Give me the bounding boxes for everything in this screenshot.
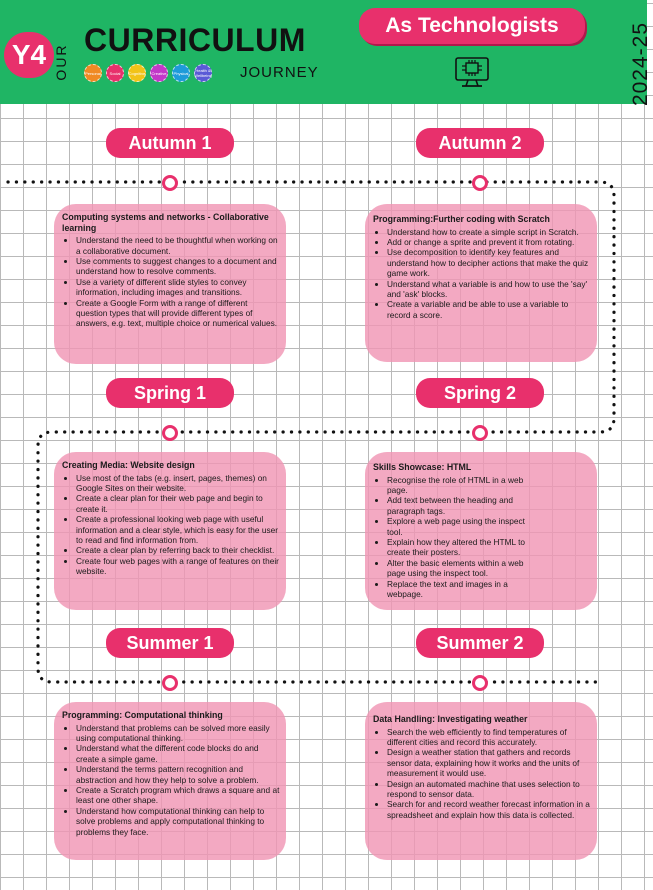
card-points: [373, 475, 591, 600]
list-item: • Create a Google Form with a range of different question types that will provide different types of answers, e.g. text, multiple choice or numerical values.: [76, 298, 280, 329]
school-year: 2024-25: [629, 21, 652, 107]
card-points: [62, 723, 280, 837]
spring-2-card: [365, 452, 597, 610]
term-spring-1: Spring 1: [106, 378, 234, 408]
spring-2-node: [472, 425, 488, 441]
list-item: • Create a clear plan for their web page and begin to create it.: [76, 493, 280, 514]
list-item: • Understand what a variable is and how to use the 'say' and 'ask' blocks.: [387, 279, 591, 300]
curriculum-title: CURRICULUM: [84, 22, 306, 58]
badge-physical: Physical: [172, 64, 190, 82]
autumn-1-card: [54, 204, 286, 364]
header-banner: [0, 0, 652, 107]
list-item: • Use decomposition to identify key features and understand how to decipher actions that make the quiz game work.: [387, 247, 591, 278]
card-title: Computing systems and networks - Collaborative learning: [62, 212, 269, 233]
badge-health-wellbeing: Health & Wellbeing: [194, 64, 212, 82]
term-summer-2: Summer 2: [416, 628, 544, 658]
summer-1-node: [162, 675, 178, 691]
year-group-badge: Y4: [4, 32, 54, 78]
badge-creative: Creative: [150, 64, 168, 82]
autumn-2-node: [472, 175, 488, 191]
badge-cognitive: Cognitive: [128, 64, 146, 82]
list-item: • Understand that problems can be solved more easily using computational thinking.: [76, 723, 280, 744]
list-item: • Search for and record weather forecast information in a spreadsheet and explain how this data is collected.: [387, 799, 591, 820]
list-item: • Add or change a sprite and prevent it from rotating.: [387, 237, 591, 247]
card-points: [62, 235, 280, 329]
card-points: [373, 227, 591, 321]
spring-1-card: [54, 452, 286, 610]
autumn-2-card: [365, 204, 597, 362]
list-item: • Create a Scratch program which draws a square and at least one other shape.: [76, 785, 280, 806]
term-spring-2: Spring 2: [416, 378, 544, 408]
card-points: [62, 473, 280, 577]
list-item: • Explore a web page using the inspect tool.: [387, 516, 531, 537]
list-item: • Understand the need to be thoughtful when working on a collaborative document.: [76, 235, 280, 256]
list-item: • Recognise the role of HTML in a web page.: [387, 475, 531, 496]
term-autumn-2: Autumn 2: [416, 128, 544, 158]
list-item: • Create a professional looking web page with useful information and a clear style, which is easy for the user to read and find information from.: [76, 514, 280, 545]
list-item: • Understand how to create a simple script in Scratch.: [387, 227, 591, 237]
list-item: • Add text between the heading and paragraph tags.: [387, 495, 531, 516]
list-item: • Alter the basic elements within a web page using the inspect tool.: [387, 558, 531, 579]
subject-title: As Technologists: [359, 8, 585, 44]
list-item: • Understand the terms pattern recognition and abstraction and how they help to solve a problem.: [76, 764, 280, 785]
journey-label: JOURNEY: [240, 64, 319, 81]
our-label: OUR: [53, 43, 69, 81]
summer-2-node: [472, 675, 488, 691]
card-title: Skills Showcase: HTML: [373, 462, 472, 472]
autumn-1-node: [162, 175, 178, 191]
term-autumn-1: Autumn 1: [106, 128, 234, 158]
list-item: • Search the web efficiently to find temperatures of different cities and record this accurately.: [387, 727, 591, 748]
list-item: • Design a weather station that gathers and records sensor data, explaining how it works and the units of measurement it would use.: [387, 747, 591, 778]
card-title: Creating Media: Website design: [62, 460, 195, 470]
list-item: • Use comments to suggest changes to a document and understand how to resolve comments.: [76, 256, 280, 277]
badge-personal: Personal: [84, 64, 102, 82]
list-item: • Use most of the tabs (e.g. insert, pages, themes) on Google Sites on their website.: [76, 473, 280, 494]
card-title: Data Handling: Investigating weather: [373, 714, 528, 724]
term-summer-1: Summer 1: [106, 628, 234, 658]
card-title: Programming: Computational thinking: [62, 710, 223, 720]
list-item: • Create a variable and be able to use a variable to record a score.: [387, 299, 591, 320]
list-item: • Create four web pages with a range of features on their website.: [76, 556, 280, 577]
spring-1-node: [162, 425, 178, 441]
list-item: • Create a clear plan by referring back to their checklist.: [76, 545, 280, 555]
computer-chip-icon: [452, 54, 492, 94]
list-item: • Design an automated machine that uses selection to respond to sensor data.: [387, 779, 591, 800]
list-item: • Understand how computational thinking can help to solve problems and apply computational thinking to problems they face.: [76, 806, 280, 837]
list-item: • Understand what the different code blocks do and create a simple game.: [76, 743, 280, 764]
badge-social: Social: [106, 64, 124, 82]
card-title: Programming:Further coding with Scratch: [373, 214, 550, 224]
development-badges: [84, 64, 212, 82]
card-points: [373, 727, 591, 821]
list-item: • Replace the text and images in a webpage.: [387, 579, 531, 600]
summer-2-card: [365, 702, 597, 860]
summer-1-card: [54, 702, 286, 860]
list-item: • Explain how they altered the HTML to create their posters.: [387, 537, 531, 558]
list-item: • Use a variety of different slide styles to convey information, including images and transitions.: [76, 277, 280, 298]
